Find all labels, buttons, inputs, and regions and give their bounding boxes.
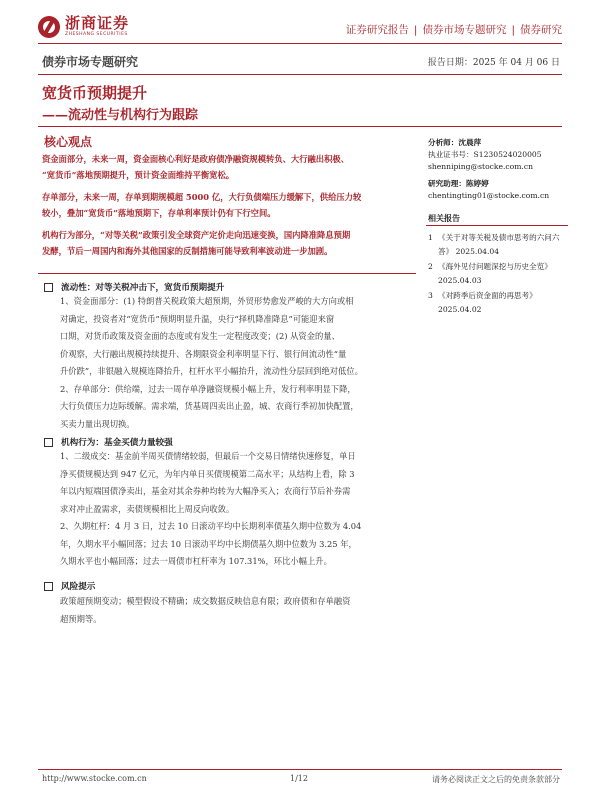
body-line: 对确定，投资者对“宽货币”预期明显升温，央行“择机降准降息”可能迎来窗 <box>60 313 335 324</box>
tag-bond-market: 债券市场专题研究 <box>422 24 507 36</box>
title-divider <box>38 126 562 127</box>
report-tags: 证券研究报告 | 债券市场专题研究 | 债券研究 <box>345 24 562 36</box>
related-divider <box>426 225 568 226</box>
related-reports-heading: 相关报告 <box>428 213 460 223</box>
category-divider <box>38 74 562 75</box>
section-liquidity-body <box>60 293 412 433</box>
company-logo <box>38 14 129 40</box>
body-line: 政策超预期变动；模型假设不精确；成交数据反映信息有限；政府债和存单融资 <box>60 596 351 606</box>
core-line: 较小，叠加“宽货币”落地预期下，存单利率预计仍有下行空间。 <box>42 207 276 218</box>
analyst-info <box>428 137 568 173</box>
body-line: 1、二级成交：基金前半周买债情绪较弱，但最后一个交易日情绪快速修复，单日 <box>60 451 356 461</box>
analyst-label: 分析师： <box>428 138 459 147</box>
body-line: 1、资金面部分：(1) 特朗普关税政策大超预期，外贸形势愈发严峻的大方向或相 <box>60 296 354 306</box>
core-line: 存单部分，未来一周，存单到期规模超 5000 亿，大行负债端压力缓解下，供给压力较 <box>42 192 362 202</box>
assistant-email[interactable]: chentingting01@stocke.com.cn <box>428 191 550 200</box>
related-report-item[interactable] <box>428 231 568 258</box>
tag-research-report: 证券研究报告 <box>345 24 409 36</box>
body-line: 买卖力量出现切换。 <box>60 418 135 429</box>
report-category: 债券市场专题研究 <box>42 55 139 69</box>
related-report-text: 《对跨季后资金面的再思考》 2025.04.02 <box>438 291 537 314</box>
checkbox-bullet-icon <box>44 438 53 447</box>
assistant-info <box>428 178 568 202</box>
assistant-name: 陈婷婷 <box>465 179 489 188</box>
section-risk-body <box>60 593 412 628</box>
logo-name-en: ZHESHANG SECURITIES <box>65 32 128 38</box>
section-heading-text: 机构行为：基金买债力量较强 <box>61 438 173 448</box>
core-paragraph-institutions <box>42 228 412 259</box>
body-line: 净买债规模达到 947 亿元，为年内单日买债规模第二高水平；从结构上看，除 3 <box>60 468 355 479</box>
related-reports-list <box>428 231 568 318</box>
logo-mark-icon <box>38 16 60 38</box>
related-report-number: 3 <box>428 291 433 300</box>
body-line: 年，久期水平小幅回落；过去 10 日滚动平均中长期债基久期中位数为 3.25 年， <box>60 538 357 549</box>
section-liquidity-heading <box>44 281 224 293</box>
core-line: 发酵，节后一周国内和海外其他国家的反制措施可能导致利率波动进一步加剧。 <box>42 245 333 256</box>
assistant-label: 研究助理： <box>428 179 466 188</box>
related-report-number: 2 <box>428 262 433 271</box>
section-risk-heading <box>44 580 95 592</box>
page-number: 1/12 <box>290 774 308 783</box>
footer-divider <box>38 769 562 770</box>
body-line: 年以内短端国债净卖出，基金对其余券种均转为大幅净买入；农商行节后补券需 <box>60 486 351 496</box>
report-title: 宽货币预期提升 <box>42 84 148 102</box>
footer-website-link[interactable]: http://www.stocke.com.cn <box>42 774 147 783</box>
related-report-text: 《关于对等关税及债市思考的六问六答》 2025.04.04 <box>438 233 560 256</box>
core-line: 机构行为部分，“对等关税”政策引发全球资产定价走向迅速变换，国内降准降息预期 <box>42 230 351 240</box>
analyst-certificate: 执业证书号：S1230524020005 <box>428 150 542 159</box>
logo-name-cn: 浙商证券 <box>65 14 130 33</box>
footer-disclaimer: 请务必阅读正文之后的免责条款部分 <box>432 775 560 784</box>
core-line: 资金面部分，未来一周，资金面核心利好是政府债净融资规模转负、大行融出积极、 <box>42 154 349 164</box>
core-viewpoints-heading: 核心观点 <box>44 135 93 149</box>
related-report-item[interactable] <box>428 289 568 316</box>
section-institutions-body <box>60 448 412 571</box>
body-line: 大行负债压力边际缓解。需求端，货基周四卖出止盈，城、农商行季初加快配置， <box>60 401 359 411</box>
checkbox-bullet-icon <box>44 283 53 292</box>
body-line: 超预期等。 <box>60 613 102 624</box>
body-line: 求对冲止盈需求，卖债规模相比上周反向收敛。 <box>60 503 235 514</box>
section-heading-text: 风险提示 <box>61 582 96 592</box>
body-line: 2、久期杠杆：4 月 3 日，过去 10 日滚动平均中长期利率债基久期中位数为 4.04 <box>60 521 362 531</box>
section-institutions-heading <box>44 436 173 448</box>
related-report-item[interactable] <box>428 260 568 287</box>
related-report-number: 1 <box>428 233 433 242</box>
body-line: 价观察，大行融出规模持续提升、各期限资金利率明显下行、银行间流动性“量 <box>60 348 347 359</box>
core-paragraph-cd <box>42 190 412 221</box>
section-heading-text: 流动性：对等关税冲击下，宽货币预期提升 <box>61 283 225 293</box>
report-subtitle: ——流动性与机构行为跟踪 <box>42 108 199 123</box>
report-date: 报告日期：2025 年 04 月 06 日 <box>427 58 560 68</box>
analyst-email[interactable]: shenniping@stocke.com.cn <box>428 162 533 171</box>
body-line: 2、存单部分：供给端，过去一周存单净融资规模小幅上升，发行利率明显下降， <box>60 383 356 394</box>
body-line: 口期，对货币政策及资金面的态度或有发生一定程度改变；(2) 从资金的量、 <box>60 331 340 341</box>
core-line: “宽货币”落地预期提升，预计资金面维持平衡宽松。 <box>42 169 235 180</box>
core-paragraph-funding <box>42 152 412 183</box>
core-divider <box>38 273 416 274</box>
tag-bond-research: 债券研究 <box>520 24 562 36</box>
header-divider <box>38 43 562 44</box>
body-line: 升价跌”，非银融入规模连降抬升，杠杆水平小幅抬升，流动性分层回到绝对低位。 <box>60 366 363 376</box>
analyst-name: 沈晨萍 <box>458 138 482 147</box>
related-report-text: 《海外见付问题深挖与历史全览》 2025.04.03 <box>438 262 552 285</box>
body-line: 久期水平也小幅回落；过去一周债市杠杆率为 107.31%，环比小幅上升。 <box>60 556 332 566</box>
checkbox-bullet-icon <box>44 582 53 591</box>
